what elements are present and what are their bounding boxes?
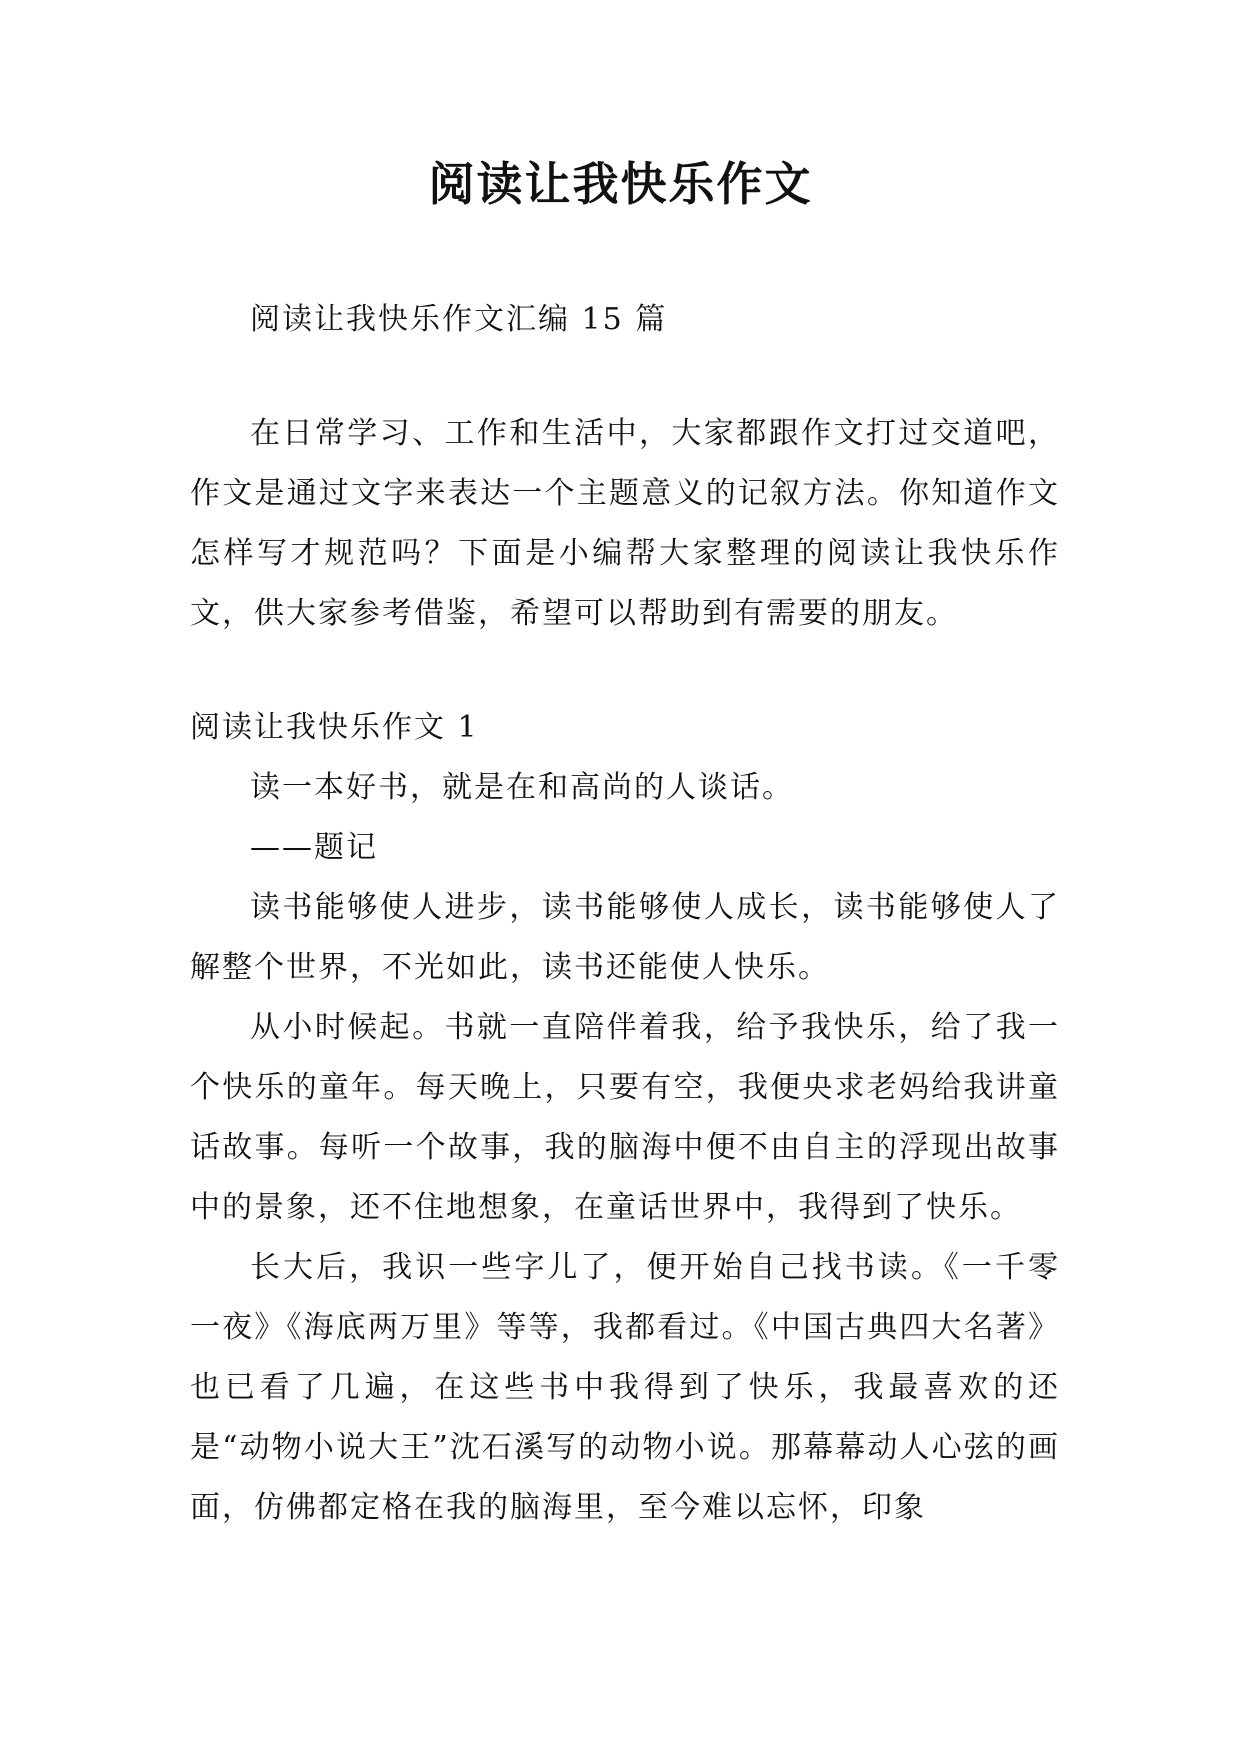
epigraph-source: ——题记	[250, 830, 378, 865]
document-title: 阅读让我快乐作文	[428, 157, 813, 211]
section-heading: 阅读让我快乐作文 1	[190, 710, 479, 745]
body-paragraph: 读书能够使人进步，读书能够使人成长，读书能够使人了解整个世界，不光如此，读书还能使人快乐。	[190, 890, 1060, 985]
body-paragraph: 长大后，我识一些字儿了，便开始自己找书读。《一千零一夜》《海底两万里》等等，我都看过。《中国古典四大名著》也已看了几遍，在这些书中我得到了快乐，我最喜欢的还是“动物小说大王”沈石溪写的动物小说。那幕幕动人心弦的画面，仿佛都定格在我的脑海里，至今难以忘怀，印象	[190, 1250, 1060, 1525]
document-body	[190, 290, 1060, 1538]
spacer	[190, 350, 1060, 404]
document-subtitle: 阅读让我快乐作文汇编 15 篇	[250, 302, 668, 337]
epigraph: 读一本好书，就是在和高尚的人谈话。	[250, 770, 794, 805]
body-paragraph: 从小时候起。书就一直陪伴着我，给予我快乐，给了我一个快乐的童年。每天晚上，只要有空，我便央求老妈给我讲童话故事。每听一个故事，我的脑海中便不由自主的浮现出故事中的景象，还不住地想象，在童话世界中，我得到了快乐。	[190, 1010, 1060, 1225]
spacer	[190, 644, 1060, 698]
intro-paragraph: 在日常学习、工作和生活中，大家都跟作文打过交道吧，作文是通过文字来表达一个主题意义的记叙方法。你知道作文怎样写才规范吗？下面是小编帮大家整理的阅读让我快乐作文，供大家参考借鉴，希望可以帮助到有需要的朋友。	[190, 416, 1060, 631]
